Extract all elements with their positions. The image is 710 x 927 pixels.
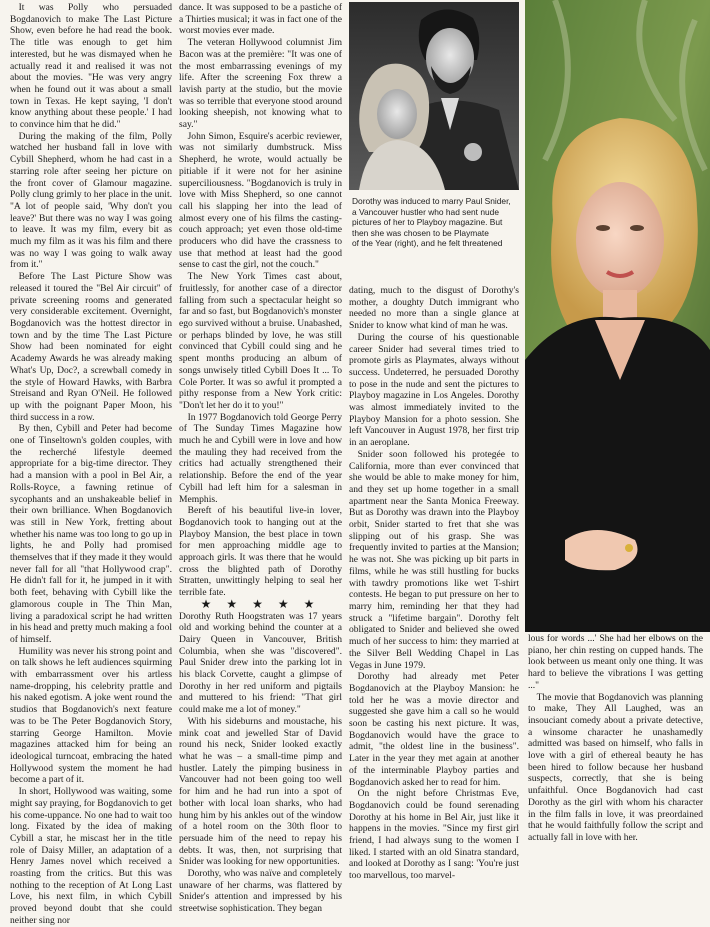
caption-line: a Vancouver hustler who had sent nude	[352, 206, 499, 217]
paragraph: Humility was never his strong point and on talk shows he left audiences squirming with embarrassment over his artless name-dropping, his celebrity prattle and his naked egotism. A joke went round the studios that Bogdanovich's next feature was to be The Peter Bogdanovich Story, starring George Hamilton. Movie magazines attacked him for being an ideological turncoat, embracing the hated Hollywood system the moment he had become a part of it.	[10, 645, 172, 786]
paragraph: It was Polly who persuaded Bogdanovich to make The Last Picture Show, even before he had read the book. The title was enough to get him interested, but he was dismayed when he actually read it and realised it was not about the movies. "He was very angry when he found out it was about a small town in Texas. He kept saying, 'I don't know anything about these people.' I had to convince him that he did."	[10, 2, 172, 131]
couple-photo	[349, 2, 519, 190]
caption-line: of the Year (right), and he felt threatened	[352, 238, 503, 249]
caption-line: pictures of her to Playboy magazine. But	[352, 217, 503, 228]
paragraph: With his sideburns and moustache, his mink coat and jewelled Star of David round his neck, Snider looked exactly what he was – a small-time pimp and hustler. Lately the pimping business in Vancouver had not been going too well for him and he had run into a spot of bother with local loan sharks, who had hung him by his ankles out of the window of a hotel room on the 30th floor to persuade him of the need to repay his debts. It was, then, not surprising that Snider was looking for new opportunities.	[179, 715, 342, 868]
section-divider-stars: ★ ★ ★ ★ ★	[200, 596, 321, 611]
paragraph: Bereft of his beautiful live-in lover, Bogdanovich took to hanging out at the Playboy Mansion, the best place in town for men approaching middle age to approach girls. It was there that he would cross the blighted path of Dorothy Stratten, unwittingly helping to seal her terrible fate.	[179, 505, 342, 599]
article-column-4	[528, 633, 703, 850]
paragraph: During the course of his questionable career Snider had several times tried to promote girls as Playmates, always without success. Undeterred, he persuaded Dorothy to pose in the nude and sent the pictures to Playboy magazine in Los Angeles. Dorothy was almost immediately invited to the Playboy Mansion for a photo session. She left Vancouver in August 1978, her first trip in an aeroplane.	[349, 331, 519, 449]
paragraph: Dorothy, who was naïve and completely unaware of her charms, was flattered by Snider's attention and impressed by his streetwise sophistication. They began	[179, 868, 342, 915]
playmate-photo	[525, 0, 710, 632]
caption-line: Dorothy was induced to marry Paul Snider,	[352, 196, 511, 206]
paragraph: In 1977 Bogdanovich told George Perry of The Sunday Times Magazine how much he and Cybill were in love and how the mauling they had received from the critics had actually strengthened their relationship. Before the end of the year Cybill had left him for a salesman in Memphis.	[179, 411, 342, 505]
paragraph: lous for words ...' She had her elbows on the piano, her chin resting on cupped hands. The look between us meant only one thing. It was hard to believe the vibrations I was getting ..."	[528, 633, 703, 691]
paragraph: On the night before Christmas Eve, Bogdanovich could be found serenading Dorothy at his home in Bel Air, just like it happens in the movies. "Since my first girl friend, I had always sung to the women I liked. I started with an old Sinatra standard, and looked at Dorothy as I sang: 'You're just too marvellous, too marvel-	[349, 788, 519, 882]
paragraph: John Simon, Esquire's acerbic reviewer, was not similarly dumbstruck. Miss Shepherd, he wrote, would actually be pitiable if it were not for her asinine superciliousness. "Bogdanovich is truly in love with Miss Shepherd, so one cannot call his slapping her into the lead of almost every one of his films the casting-couch approach; yet even those old-time producers who did have the crassness to use that method at least had the good sense to cast the girl, not the couch."	[179, 130, 342, 271]
photo-caption	[352, 196, 516, 249]
paragraph: In short, Hollywood was waiting, some might say praying, for Bogdanovich to get his come-uppance. No one had to wait too long. Fixated by the idea of making Cybill a star, he miscast her in the title role of Daisy Miller, an adaptation of a Henry James novel which received a roasting from the critics. But this was nothing to the reception of At Long Last Love, his next film, in which Cybill proved beyond doubt that she could neither sing nor	[10, 786, 173, 926]
paragraph: Before The Last Picture Show was released it toured the "Bel Air circuit" of private screening rooms and generated very considerable excitement. Overnight, Bogdanovich was the hottest director in town and by the time The Last Picture Show had been nominated for eight Academy Awards he was already making What's Up, Doc?, a screwball comedy in the style of Howard Hawks, with Barbra Streisand and Ryan O'Neil. He followed up with the poignant Paper Moon, his third success in a row.	[10, 271, 172, 423]
paragraph: The movie that Bogdanovich was planning to make, They All Laughed, was an insouciant comedy about a private detective, a winsome character he unashamedly admitted was based on himself, who falls in love with a girl of ethereal beauty he has been hired to follow because her husband suspects, correctly, that she is being unfaithful. Once Bogdanovich had cast Dorothy as the girl with whom his character in the film falls in love, it was preordained that he would faithfully follow the script and actually fall in love with her.	[528, 691, 703, 843]
article-column-3	[349, 285, 519, 882]
paragraph: During the making of the film, Polly watched her husband fall in love with Cybill Shepherd, whom he had cast in a starring role after seeing her picture on the front cover of Glamour magazine. Polly clung grimly to her place in the unit. "A lot of people said, 'Why don't you leave?' But there was no way I was going to leave. It was my film, every bit as much my film as it was his film and there was no way I was going to walk away from it."	[10, 130, 173, 271]
paragraph: dating, much to the disgust of Dorothy's mother, a doughty Dutch immigrant who needed no more than a single glance at Snider to know what kind of man he was.	[349, 285, 519, 332]
paragraph: The New York Times cast about, fruitlessly, for another case of a director falling from such a spectacular height so far and so fast, but Bogdanovich's monster ego survived without a bruise. Unabashed, or perhaps blinded by love, he was still convinced that Cybill could sing and he spent months producing an album of songs unwisely titled Cybill Does It ... To Cole Porter. It was so awful it prompted a pithy response from a New York critic: "Don't let her do it to you!"	[179, 271, 342, 411]
paragraph: By then, Cybill and Peter had become one of Tinseltown's golden couples, with the recherché lifestyle deemed appropriate for a big-time director. They had a mansion with a pool in Bel Air, a Rolls-Royce, a fawning retinue of sycophants and an unshakeable belief in their own brilliance. When Bogdanovich was still in New York, fretting about whether his name was too long to go up in lights, he and Polly had promised themselves that if they made it they would never fall for all "that Hollywood crap". He didn't fall for it, he jumped in it with both feet, behaving with Cybill like the glamorous couple in The Thin Man, living a paradoxical script he had written in his head and pretty much making a fool of himself.	[10, 423, 173, 645]
paragraph: The veteran Hollywood columnist Jim Bacon was at the première: "It was one of the most embarrassing evenings of my life. After the screening Fox threw a lavish party at the studio, but the movie was so terrible that everyone stood around looking sheepish, not knowing what to say."	[179, 37, 342, 131]
caption-line: then she was chosen to be Playmate	[352, 227, 489, 238]
paragraph: dance. It was supposed to be a pastiche of a Thirties musical; it was in fact one of the worst movies ever made.	[179, 2, 342, 37]
paragraph: Dorothy Ruth Hoogstraten was 17 years old and working behind the counter at a Dairy Queen in Vancouver, British Columbia, when she was "discovered". Paul Snider drew into the parking lot in his black Corvette, caught a glimpse of Dorothy in her red uniform and pigtails and muttered to his friend: "That girl could make me a lot of money."	[179, 610, 342, 716]
paragraph: Snider soon followed his protegée to California, more than ever convinced that she would be able to make money for him, and they set up home together in a small apartment near the Santa Monica Freeway. But as Dorothy was drawn into the Playboy orbit, Snider started to fret that she was slipping out of his grasp. She was frequently invited to parties at the Mansion; he was not. She was picking up bit parts in films, while he was still hustling for bucks with tawdry promotions like wet T-shirt contests. He began to put pressure on her to marry him, reminding her that they had struck a "lifetime bargain". Dorothy felt obligated to Snider and believed she owed much of her success to him: they married at the Silver Bell Wedding Chapel in Las Vegas in June 1979.	[349, 448, 519, 671]
paragraph: Dorothy had already met Peter Bogdanovich at the Playboy Mansion: he told her he was a movie director and suggested she gave him a call so he would soon be casting his next picture. It was, Bogdanovich would have the grace to admit, "the oldest line in the business". Later in the year they met again at another of the interminable Playboy parties and Bogdanovich asked her to read for him.	[349, 671, 519, 788]
article-column-2	[179, 2, 342, 915]
article-column-1	[10, 2, 173, 926]
